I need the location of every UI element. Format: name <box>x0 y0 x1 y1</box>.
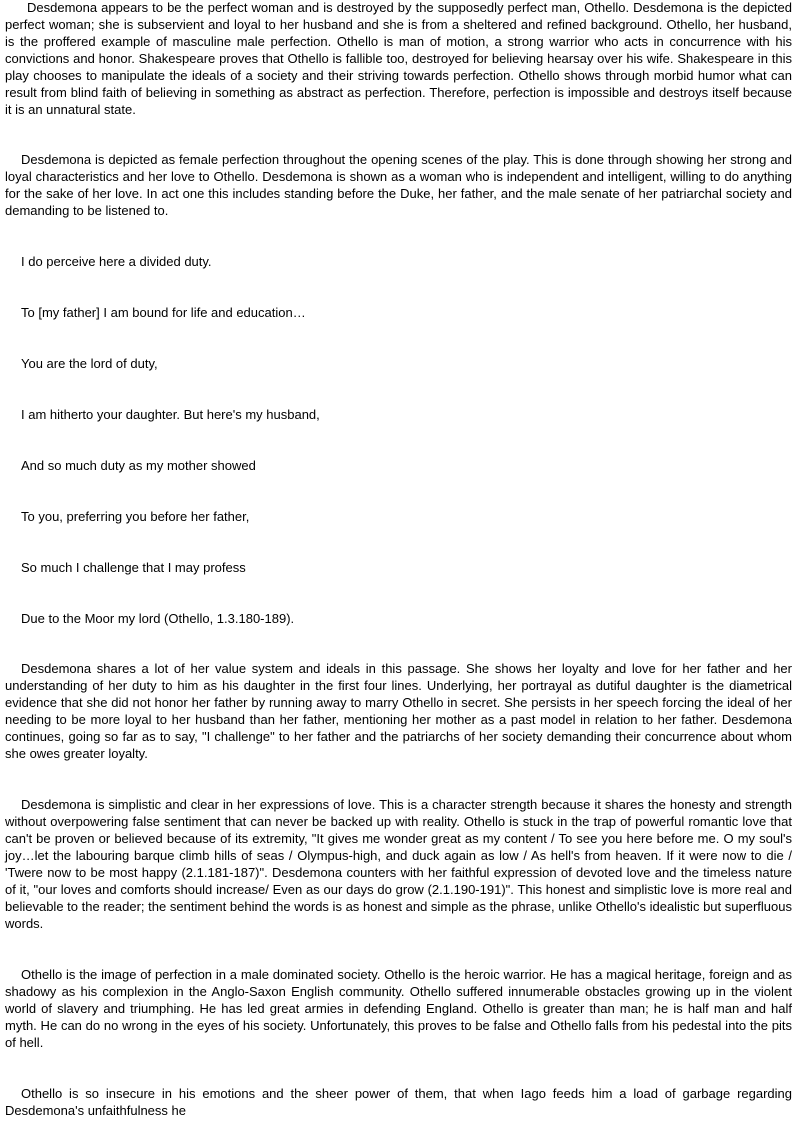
paragraph-othello-perfection: Othello is the image of perfection in a male dominated society. Othello is the heroic warrior. He has a magical heritage, foreign and as shadowy as his complexion in the Anglo-Saxon English community. Othello suffered innumerable obstacles growing up in the violent world of slavery and triumphing. He has led great armies in defending England. Othello is greater than man; he is half man and half myth. He can do no wrong in the eyes of his society. Unfortunately, this proves to be false and Othello falls from his pedestal into the pits of hell. <box>5 967 792 1050</box>
quote-line: To [my father] I am bound for life and education… <box>21 305 306 320</box>
paragraph-othello-insecure: Othello is so insecure in his emotions and the sheer power of them, that when Iago feeds him a load of garbage regarding Desdemona's unfaithfulness he <box>5 1086 792 1118</box>
quote-line: You are the lord of duty, <box>21 356 158 371</box>
quote-line: And so much duty as my mother showed <box>21 458 256 473</box>
quote-line: Due to the Moor my lord (Othello, 1.3.180-189). <box>21 611 295 626</box>
paragraph-expressions-of-love: Desdemona is simplistic and clear in her expressions of love. This is a character strength because it shares the honesty and strength without overpowering false sentiment that can never be backed up with reality. Othello is stuck in the trap of powerful romantic love that can't be proven or believed because of its extremity, "It gives me wonder great as my content / To see you here before me. O my soul's joy…let the labouring barque climb hills of seas / Olympus-high, and duck again as low / As hell's from heaven. If it were now to die / 'Twere now to be most happy (2.1.181-187)". Desdemona counters with her faithful expression of devoted love and the timeless nature of it, "our loves and comforts should increase/ Even as our days do grow (2.1.190-191)". This honest and simplistic love is more real and believable to the reader; the sentiment behind the words is as honest and simple as the phrase, unlike Othello's idealistic but superfluous words. <box>5 797 792 931</box>
quote-line: I am hitherto your daughter. But here's my husband, <box>21 407 320 422</box>
quote-line: I do perceive here a divided duty. <box>21 254 212 269</box>
paragraph-value-system: Desdemona shares a lot of her value system and ideals in this passage. She shows her loyalty and love for her father and her understanding of her duty to him as his daughter in the first four lines. Underlying, her portrayal as dutiful daughter is the diametrical evidence that she did not honor her father by running away to marry Othello in secret. She persists in her speech forcing the ideal of her needing to be more loyal to her husband than her father, mentioning her mother as a past model in relation to her father. Desdemona continues, going so far as to say, "I challenge" to her father and the patriarchs of her society demanding their concurrence about whom she owes greater loyalty. <box>5 661 792 761</box>
paragraph-desdemona-perfection: Desdemona is depicted as female perfection throughout the opening scenes of the play. This is done through showing her strong and loyal characteristics and her love to Othello. Desdemona is shown as a woman who is independent and intelligent, willing to do anything for the sake of her love. In act one this includes standing before the Duke, her father, and the male senate of her patriarchal society and demanding to be listened to. <box>5 152 792 218</box>
quote-line: So much I challenge that I may profess <box>21 560 246 575</box>
quote-line: To you, preferring you before her father, <box>21 509 250 524</box>
paragraph-intro: Desdemona appears to be the perfect woman and is destroyed by the supposedly perfect man, Othello. Desdemona is the depicted perfect woman; she is subservient and loyal to her husband and she is from a sheltered and refined background. Othello, her husband, is the proffered example of masculine male perfection. Othello is man of motion, a strong warrior who acts in concurrence with his convictions and honor. Shakespeare proves that Othello is fallible too, destroyed for believing hearsay over his wife. Shakespeare in this play chooses to manipulate the ideals of a society and their striving towards perfection. Othello shows through morbid humor what can result from blind faith of believing in something as abstract as perfection. Therefore, perfection is impossible and destroys itself because it is an unnatural state. <box>5 0 792 117</box>
